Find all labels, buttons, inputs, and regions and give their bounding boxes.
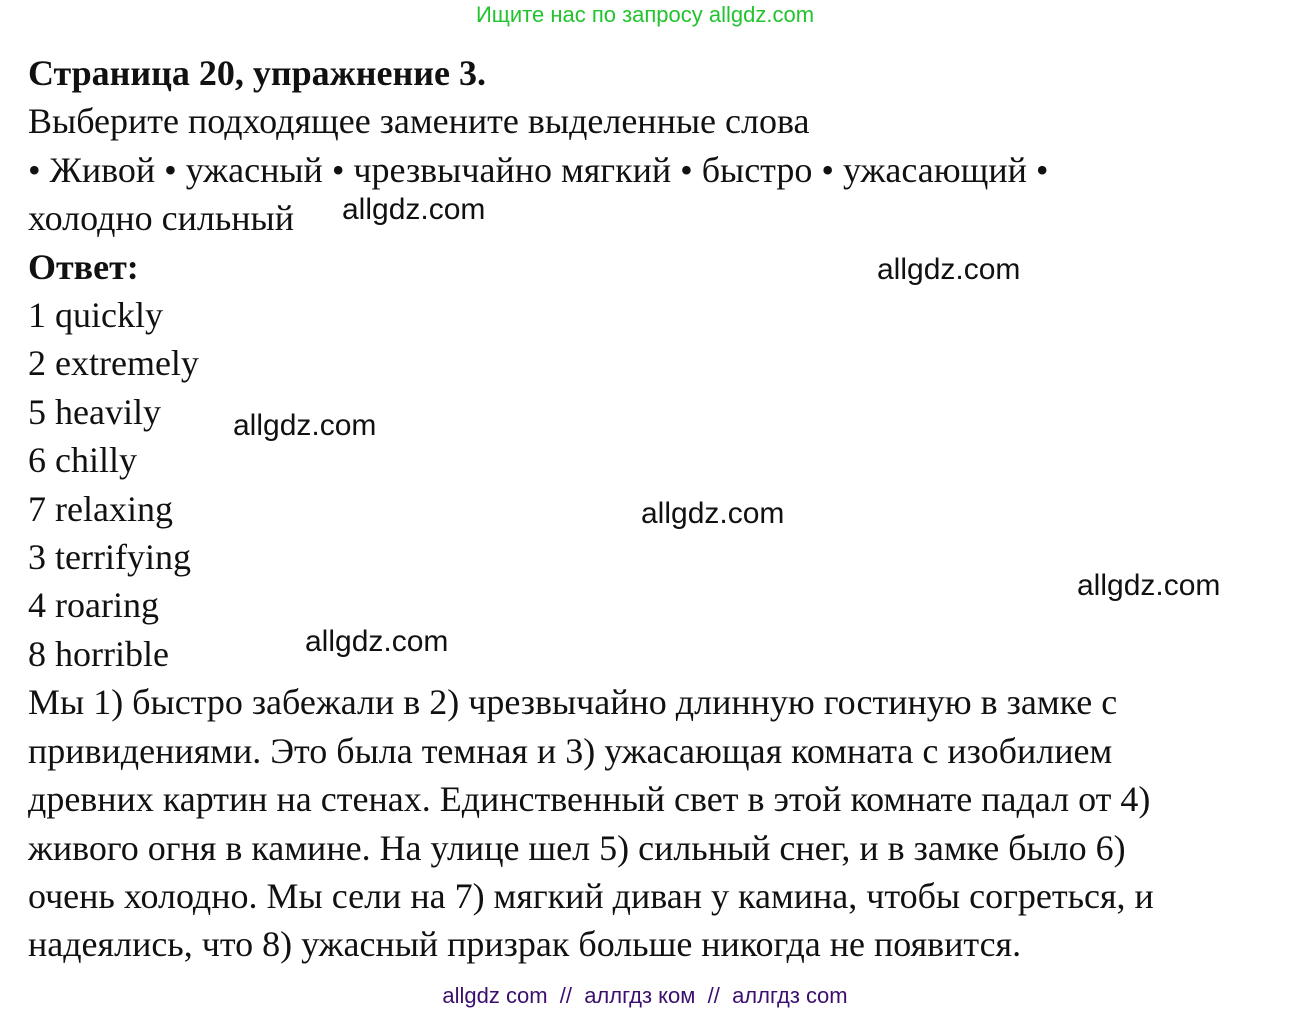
text-line: привидениями. Это была темная и 3) ужасающая комната с изобилием — [28, 730, 1113, 771]
answer-label: Ответ: — [28, 246, 139, 287]
watermark: allgdz.com — [877, 253, 1021, 286]
answer-item: 6 chilly — [28, 440, 137, 481]
answer-item: 1 quickly — [28, 295, 163, 336]
task-text: Выберите подходящее замените выделенные слова — [28, 101, 810, 142]
header-search-hint[interactable]: Ищите нас по запросу allgdz.com — [475, 2, 815, 27]
text-line: Мы 1) быстро забежали в 2) чрезвычайно длинную гостиную в замке с — [28, 682, 1118, 723]
options-line: холодно сильный — [28, 198, 295, 239]
options-line: • Живой • ужасный • чрезвычайно мягкий • быстро • ужасающий • — [28, 149, 1049, 190]
text-line: очень холодно. Мы сели на 7) мягкий диван у камина, чтобы согреться, и — [28, 875, 1154, 916]
exercise-title: Страница 20, упражнение 3. — [28, 53, 486, 93]
answer-item: 7 relaxing — [28, 488, 173, 529]
footer-links[interactable]: allgdz com // аллгдз ком // аллгдз com — [442, 983, 848, 1008]
text-line: надеялись, что 8) ужасный призрак больше никогда не появится. — [28, 924, 1022, 965]
watermark: allgdz.com — [641, 497, 785, 530]
watermark: allgdz.com — [233, 409, 377, 442]
text-line: живого огня в камине. На улице шел 5) сильный снег, и в замке было 6) — [28, 827, 1126, 868]
watermark: allgdz.com — [1077, 569, 1221, 602]
answer-item: 3 terrifying — [28, 537, 191, 578]
answer-item: 8 horrible — [28, 633, 169, 674]
answer-item: 5 heavily — [28, 391, 161, 432]
watermark: allgdz.com — [305, 625, 449, 658]
text-line: древних картин на стенах. Единственный свет в этой комнате падал от 4) — [28, 779, 1151, 820]
answer-item: 2 extremely — [28, 343, 199, 384]
answer-item: 4 roaring — [28, 585, 159, 626]
watermark: allgdz.com — [342, 193, 486, 226]
